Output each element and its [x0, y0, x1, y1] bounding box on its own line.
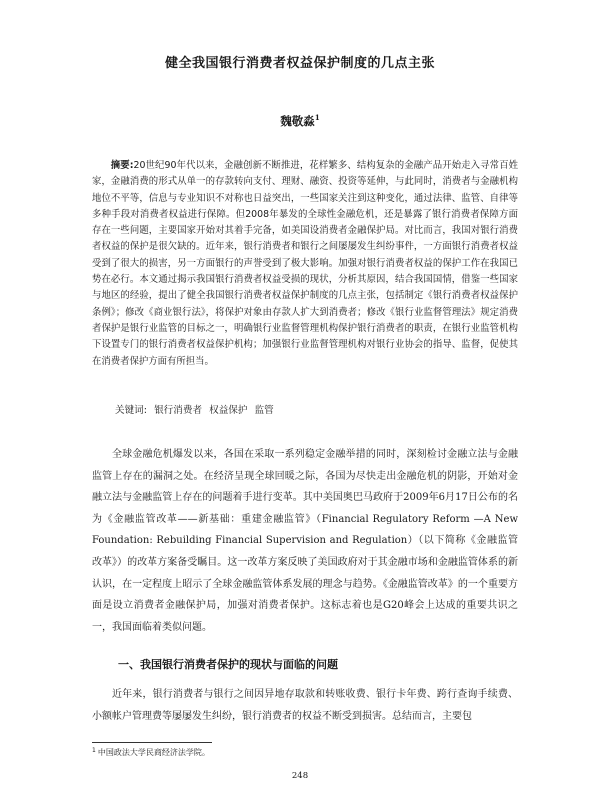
keyword-3: 监管 — [254, 405, 274, 416]
intro-section — [92, 444, 518, 638]
abstract-text: 20世纪90年代以来，金融创新不断推进，花样繁多、结构复杂的金融产品开始走入寻常百姓家，金融消费的形式从单一的存款转向支付、理财、融资、投资等延伸，与此同时，消费者与金融机构地位不平等，信息与专业知识不对称也日益突出，一些国家关注到这种变化，通过法律、监管、自律等多种手段对消费者权益进行保障。但2008年暴发的全球性金融危机，还是暴露了银行消费者保障方面存在一些问题，主要国家开始对其着手完备，如美国设消费者金融保护局。对比而言，我国对银行消费者权益的保护是很欠缺的。近年来，银行消费者和银行之间屡屡发生纠纷事件，一方面银行消费者权益受到了很大的损害，另一方面银行的声誉受到了极大影响。加强对银行消费者权益的保护工作在我国已势在必行。本文通过揭示我国银行消费者权益受损的现状，分析其原因，结合我国国情，借鉴一些国家与地区的经验，提出了健全我国银行消费者权益保护制度的几点主张，包括制定《银行消费者权益保护条例》；修改《商业银行法》，将保护对象由存款人扩大到消费者；修改《银行业监督管理法》规定消费者保护是银行业监管的目标之一，明确银行业监督管理机构保护银行消费者的职责，在银行业监管机构下设置专门的银行消费者权益保护机构；加强银行业监督管理机构对银行业协会的指导、监督，促使其在消费者保护方面有所担当。 — [92, 160, 518, 367]
page-number: 248 — [291, 771, 309, 781]
author-footnote-mark: 1 — [314, 113, 320, 122]
section-heading: 一、我国银行消费者保护的现状与面临的问题 — [118, 658, 338, 671]
author-line — [0, 113, 600, 129]
intro-paragraph: 全球金融危机爆发以来，各国在采取一系列稳定金融举措的同时，深刻检讨金融立法与金融监管上存在的漏洞之处。在经济呈现全球回暖之际，各国为尽快走出金融危机的阴影，开始对金融立法与金融监管上存在的问题着手进行变革。其中美国奥巴马政府于2009年6月17日公布的名为《金融监管改革——新基础：重建金融监管》（Financial Regulatory Reform —A New Foundation: Rebuilding Financial Supervision and Regulation）（以下简称《金融监管改革》）的改革方案备受瞩目。这一改革方案反映了美国政府对于其金融市场和金融监管体系的新认识，在一定程度上昭示了全球金融监管体系发展的理念与趋势。《金融监管改革》的一个重要方面是设立消费者金融保护局，加强对消费者保护。这标志着也是G20峰会上达成的重要共识之一，我国面临着类似问题。 — [92, 449, 518, 633]
abstract — [92, 158, 518, 370]
keywords-label: 关键词: — [115, 405, 148, 416]
keywords — [115, 402, 278, 416]
footnote-divider — [92, 742, 212, 743]
paper-title: 健全我国银行消费者权益保护制度的几点主张 — [164, 56, 435, 71]
section-paragraph: 近年来，银行消费者与银行之间因异地存取款和转账收费、银行卡年费、跨行查询手续费、小额帐户管理费等屡屡发生纠纷，银行消费者的权益不断受到损害。总结而言，主要包 — [92, 689, 518, 722]
abstract-label: 摘要: — [110, 160, 134, 171]
keyword-1: 银行消费者 — [154, 405, 203, 416]
footnote — [92, 747, 210, 758]
footnote-mark: 1 — [92, 747, 96, 754]
footnote-text: 中国政法大学民商经济法学院。 — [97, 748, 210, 757]
keyword-2: 权益保护 — [209, 405, 248, 416]
section-body — [92, 684, 518, 727]
author-name: 魏敬淼 — [280, 114, 315, 128]
